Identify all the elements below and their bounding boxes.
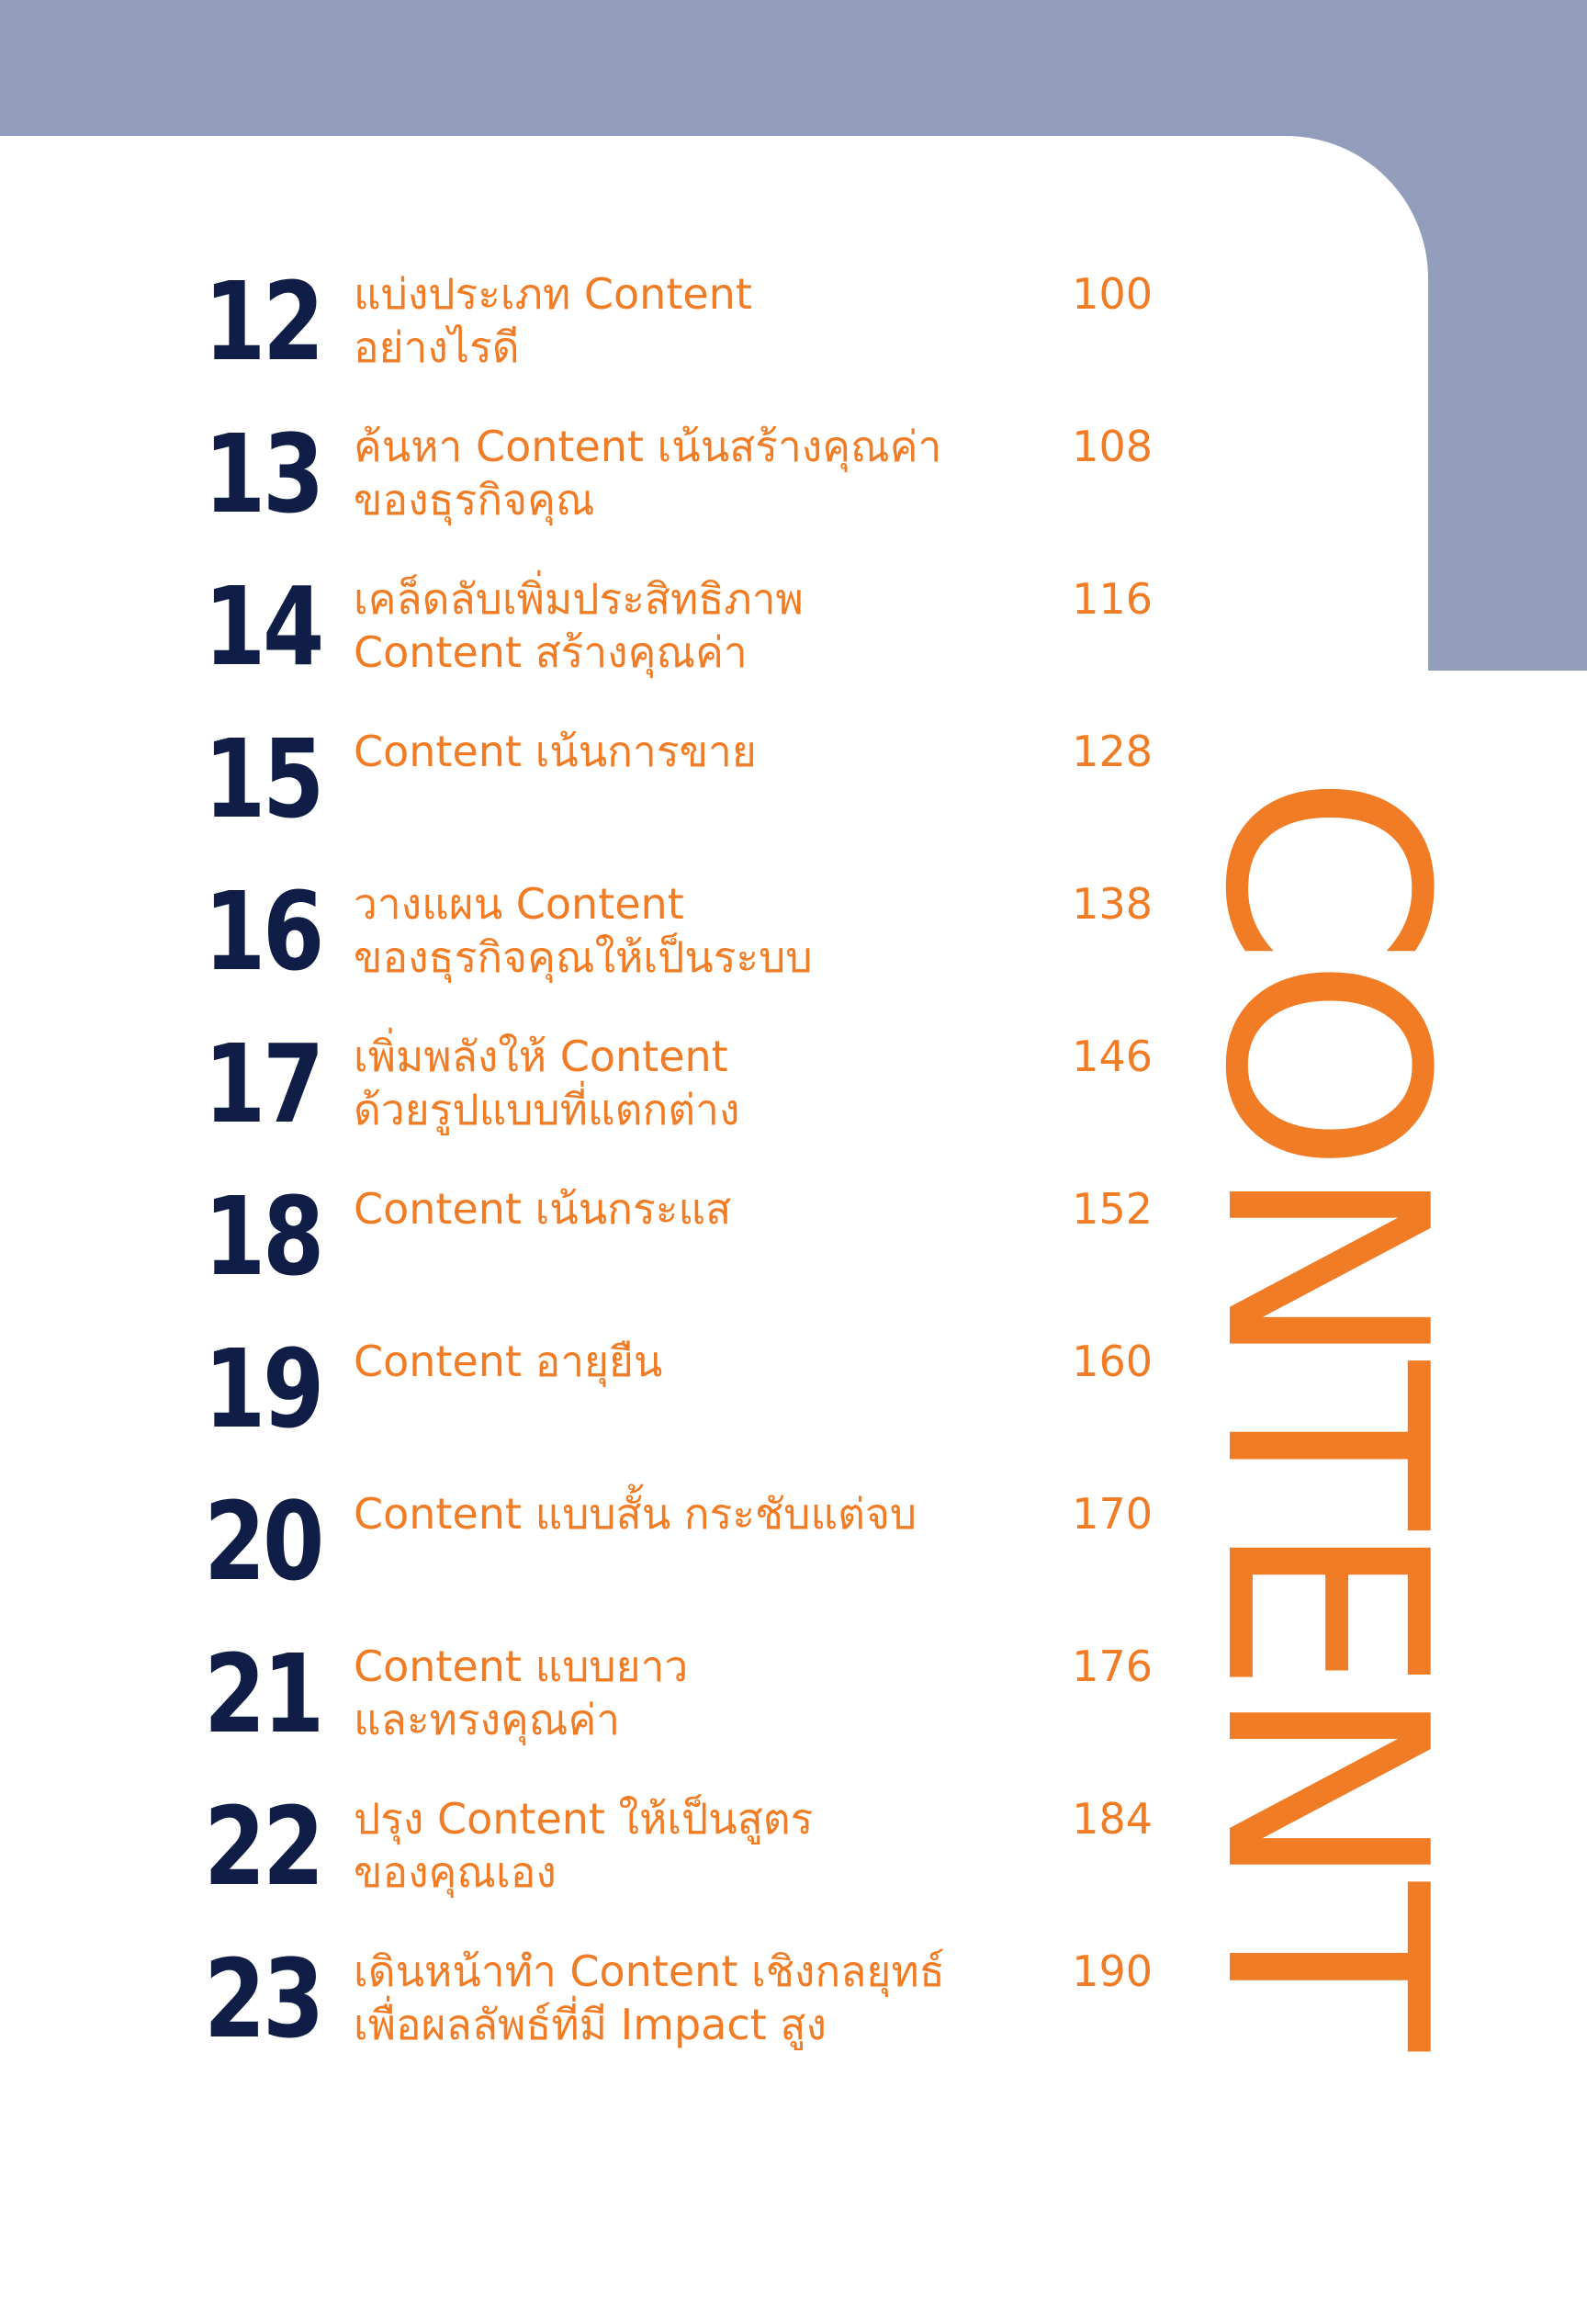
chapter-title-line: Content อายุยืน xyxy=(354,1337,663,1386)
chapter-title xyxy=(354,420,996,526)
chapter-title-line: และทรงคุณค่า xyxy=(354,1695,621,1744)
chapter-title-line: อย่างไรดี xyxy=(354,322,520,372)
chapter-title xyxy=(354,1792,996,1899)
chapter-number: 22 xyxy=(204,1783,322,1910)
chapter-title-line: Content แบบสั้น กระชับแต่จบ xyxy=(354,1489,917,1539)
chapter-title xyxy=(354,1640,996,1746)
page-number: 190 xyxy=(1072,1946,1153,1996)
chapter-number: 17 xyxy=(204,1021,322,1147)
chapter-title xyxy=(354,1335,996,1388)
toc-entry[interactable] xyxy=(179,1173,1153,1324)
page-number: 184 xyxy=(1072,1794,1153,1844)
page-number: 160 xyxy=(1072,1337,1153,1386)
chapter-title-line: ของคุณเอง xyxy=(354,1847,557,1897)
chapter-title-line: ของธุรกิจคุณ xyxy=(354,475,595,525)
toc-entry[interactable] xyxy=(179,1630,1153,1781)
page-number: 138 xyxy=(1072,879,1153,929)
page-number: 100 xyxy=(1072,269,1153,319)
chapter-title xyxy=(354,267,996,374)
chapter-title xyxy=(354,1945,996,2051)
chapter-number: 15 xyxy=(204,716,322,842)
chapter-title xyxy=(354,572,996,679)
chapter-title-line: ปรุง Content ให้เป็นสูตร xyxy=(354,1794,814,1844)
toc-entry[interactable] xyxy=(179,411,1153,561)
chapter-title xyxy=(354,1182,996,1235)
page-number: 116 xyxy=(1072,574,1153,624)
toc-entry[interactable] xyxy=(179,1935,1153,2086)
chapter-number: 23 xyxy=(204,1935,322,2062)
chapter-title-line: เพิ่มพลังให้ Content xyxy=(354,1032,728,1081)
page-number: 176 xyxy=(1072,1641,1153,1691)
chapter-number: 12 xyxy=(204,258,322,385)
toc-entry[interactable] xyxy=(179,258,1153,409)
chapter-title-line: เดินหน้าทำ Content เชิงกลยุทธ์ xyxy=(354,1946,945,1996)
chapter-title-line: แบ่งประเภท Content xyxy=(354,269,752,319)
chapter-title-line: วางแผน Content xyxy=(354,879,684,929)
chapter-number: 14 xyxy=(204,563,322,690)
toc-entry[interactable] xyxy=(179,868,1153,1019)
page-number: 170 xyxy=(1072,1489,1153,1539)
toc-entry[interactable] xyxy=(179,716,1153,866)
chapter-title xyxy=(354,1487,996,1540)
vertical-content-word: CONTENT xyxy=(1165,773,1485,2042)
toc-entry[interactable] xyxy=(179,1478,1153,1629)
toc-entry[interactable] xyxy=(179,1326,1153,1476)
toc-entry[interactable] xyxy=(179,1021,1153,1171)
chapter-title-line: Content เน้นการขาย xyxy=(354,727,757,776)
chapter-title-line: ของธุรกิจคุณให้เป็นระบบ xyxy=(354,932,813,982)
toc-entry[interactable] xyxy=(179,563,1153,714)
chapter-number: 19 xyxy=(204,1326,322,1452)
toc-entry[interactable] xyxy=(179,1783,1153,1934)
chapter-title xyxy=(354,1030,996,1136)
page-number: 108 xyxy=(1072,422,1153,471)
chapter-title-line: เพื่อผลลัพธ์ที่มี Impact สูง xyxy=(354,2000,827,2049)
chapter-number: 21 xyxy=(204,1630,322,1757)
chapter-number: 13 xyxy=(204,411,322,537)
chapter-title xyxy=(354,725,996,778)
page-number: 146 xyxy=(1072,1032,1153,1081)
chapter-title-line: ค้นหา Content เน้นสร้างคุณค่า xyxy=(354,422,942,471)
chapter-number: 18 xyxy=(204,1173,322,1300)
chapter-title-line: ด้วยรูปแบบที่แตกต่าง xyxy=(354,1085,740,1134)
chapter-title-line: เคล็ดลับเพิ่มประสิทธิภาพ xyxy=(354,574,804,624)
chapter-number: 16 xyxy=(204,868,322,995)
vertical-content-title xyxy=(1165,773,1485,2179)
chapter-number: 20 xyxy=(204,1478,322,1605)
chapter-title-line: Content สร้างคุณค่า xyxy=(354,627,748,677)
chapter-title-line: Content เน้นกระแส xyxy=(354,1184,732,1234)
chapter-title-line: Content แบบยาว xyxy=(354,1641,689,1691)
chapter-title xyxy=(354,877,996,984)
page-number: 152 xyxy=(1072,1184,1153,1234)
page-number: 128 xyxy=(1072,727,1153,776)
